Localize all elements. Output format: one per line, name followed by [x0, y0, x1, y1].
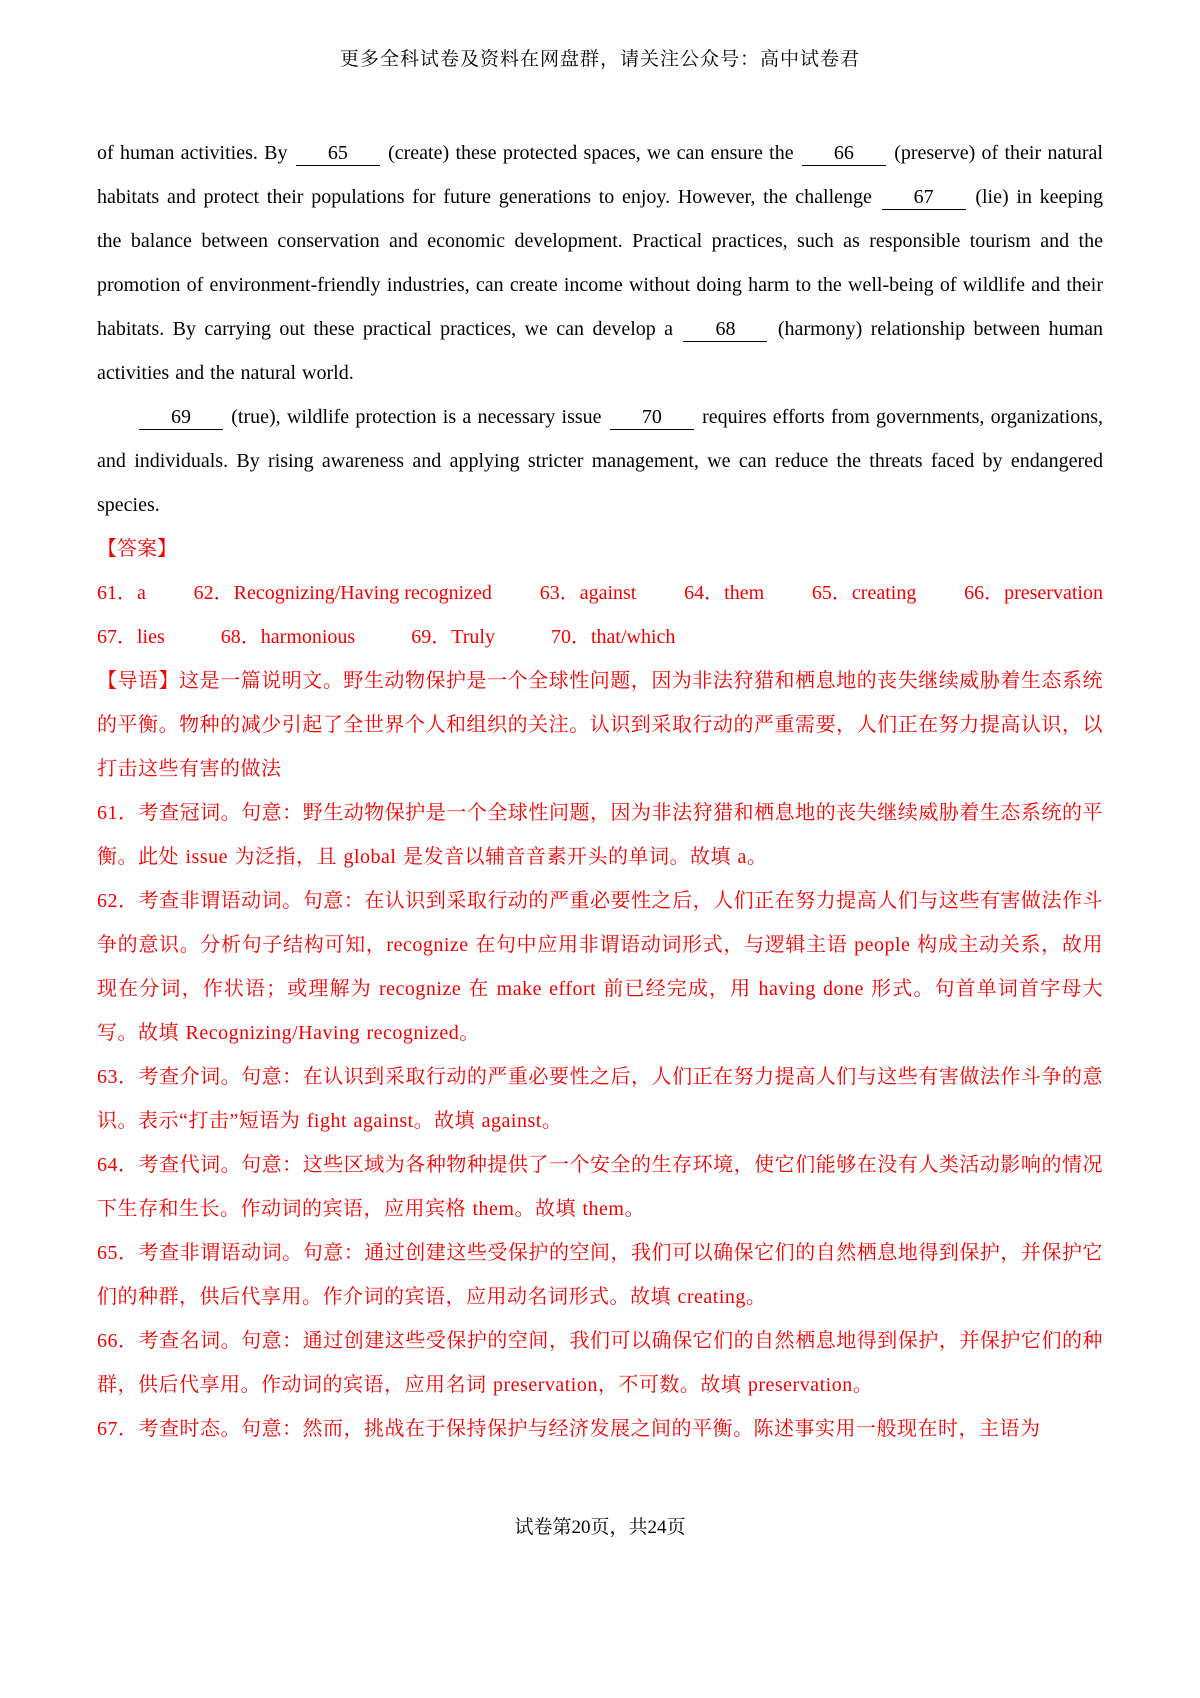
answer-65: 65．creating — [811, 582, 917, 604]
page-footer: 试卷第20页，共24页 — [514, 1517, 686, 1538]
analysis-intro: 【导语】这是一篇说明文。野生动物保护是一个全球性问题，因为非法狩猎和栖息地的丧失继续威胁着生态系统的平衡。物种的减少引起了全世界个人和组织的关注。认识到采取行动的严重需要，人们正在努力提高认识，以打击这些有害的做法 — [97, 670, 1103, 780]
answer-66: 66．preservation — [964, 582, 1103, 604]
answer-68: 68．harmonious — [220, 626, 356, 648]
blank-65: 65 — [296, 142, 380, 166]
passage-text: of human activities. By — [97, 142, 294, 164]
blank-68: 68 — [683, 318, 767, 342]
answer-67: 67．lies — [97, 626, 165, 648]
answers-row-1 — [97, 571, 1103, 615]
analysis-item-61: 61．考查冠词。句意：野生动物保护是一个全球性问题，因为非法狩猎和栖息地的丧失继续威胁着生态系统的平衡。此处 issue 为泛指，且 global 是发音以辅音音素开头的单词。故填 a。 — [97, 802, 1103, 868]
analysis-item-63: 63．考查介词。句意：在认识到采取行动的严重必要性之后，人们正在努力提高人们与这些有害做法作斗争的意识。表示“打击”短语为 fight against。故填 against。 — [97, 1066, 1103, 1132]
passage-text: (harmony) relationship between human activities and the natural world. — [97, 318, 1103, 384]
answers-row-2 — [97, 615, 1103, 659]
passage-text: (create) these protected spaces, we can ensure the — [381, 142, 800, 164]
blank-70: 70 — [610, 406, 694, 430]
answer-64: 64．them — [684, 582, 765, 604]
passage-text: (preserve) of their natural habitats and protect their populations for future generations to enjoy. However, the challenge — [97, 142, 1103, 208]
analysis-item-65: 65．考查非谓语动词。句意：通过创建这些受保护的空间，我们可以确保它们的自然栖息地得到保护，并保护它们的种群，供后代享用。作介词的宾语，应用动名词形式。故填 creating。 — [97, 1242, 1103, 1308]
passage-text: requires efforts from governments, organizations, and individuals. By rising awareness and applying stricter management, we can reduce the threats faced by endangered species. — [97, 406, 1104, 516]
blank-69: 69 — [139, 406, 223, 430]
passage-text: (lie) in keeping the balance between conservation and economic development. Practical practices, such as responsible tourism and the promotion of environment-friendly industries, can create income without doing harm to the well-being of wildlife and their habitats. By carrying out these practical practices, we can develop a — [97, 186, 1103, 340]
passage-paragraph-2 — [97, 395, 1103, 527]
passage-paragraph-1 — [97, 131, 1103, 395]
answer-69: 69．Truly — [411, 626, 495, 648]
page-content — [97, 131, 1103, 1451]
blank-67: 67 — [882, 186, 966, 210]
page-header-note: 更多全科试卷及资料在网盘群，请关注公众号：高中试卷君 — [339, 49, 860, 70]
passage-text: (true), wildlife protection is a necessary issue — [225, 406, 608, 428]
analysis-item-64: 64．考查代词。句意：这些区域为各种物种提供了一个安全的生存环境，使它们能够在没有人类活动影响的情况下生存和生长。作动词的宾语，应用宾格 them。故填 them。 — [97, 1154, 1103, 1220]
answer-70: 70．that/which — [550, 626, 676, 648]
answer-62: 62．Recognizing/Having recognized — [193, 582, 492, 604]
answer-61: 61．a — [97, 582, 146, 604]
analysis-item-62: 62．考查非谓语动词。句意：在认识到采取行动的严重必要性之后，人们正在努力提高人们与这些有害做法作斗争的意识。分析句子结构可知，recognize 在句中应用非谓语动词形式，与逻辑主语 people 构成主动关系，故用现在分词，作状语；或理解为 recognize 在 make effort 前已经完成，用 having done 形式。句首单词首字母大写。故填 Recognizing/Having recognized。 — [97, 890, 1103, 1044]
answer-63: 63．against — [539, 582, 637, 604]
blank-66: 66 — [802, 142, 886, 166]
answers-label: 【答案】 — [97, 538, 177, 560]
analysis-item-66: 66．考查名词。句意：通过创建这些受保护的空间，我们可以确保它们的自然栖息地得到保护，并保护它们的种群，供后代享用。作动词的宾语，应用名词 preservation，不可数。故填 preservation。 — [97, 1330, 1103, 1396]
analysis-item-67: 67．考查时态。句意：然而，挑战在于保持保护与经济发展之间的平衡。陈述事实用一般现在时，主语为 — [97, 1418, 1041, 1440]
